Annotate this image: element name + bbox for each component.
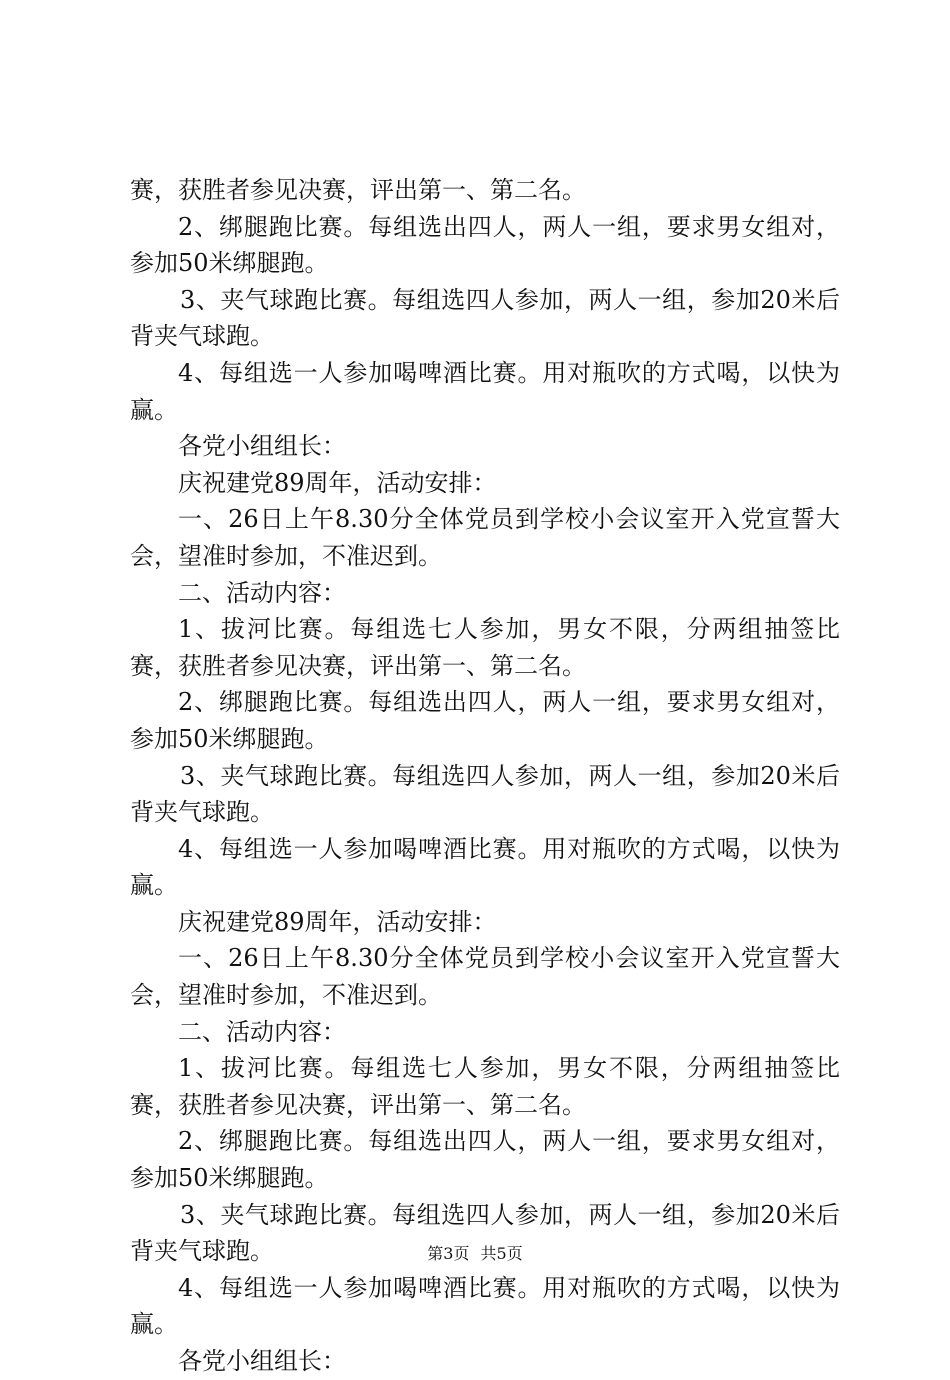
paragraph: 各党小组组长： <box>178 432 346 461</box>
paragraph: 二、活动内容： <box>178 578 346 607</box>
paragraph: 一、26日上午8.30分全体党员到学校小会议室开入党宣誓大会，望准时参加，不准迟到。 <box>130 505 840 570</box>
paragraph: 二、活动内容： <box>178 1017 346 1046</box>
paragraph: 庆祝建党89周年，活动安排： <box>178 907 497 936</box>
paragraph: 各党小组组长： <box>178 1347 346 1375</box>
page-footer <box>0 1244 950 1264</box>
paragraph: 2、绑腿跑比赛。每组选出四人，两人一组，要求男女组对，参加50米绑腿跑。 <box>130 212 840 278</box>
paragraph: 3、夹气球跑比赛。每组选四人参加，两人一组，参加20米后背夹气球跑。 <box>130 761 840 827</box>
paragraph: 4、每组选一人参加喝啤酒比赛。用对瓶吹的方式喝，以快为赢。 <box>130 1273 840 1339</box>
paragraph: 3、夹气球跑比赛。每组选四人参加，两人一组，参加20米后背夹气球跑。 <box>130 1200 840 1266</box>
document-body <box>130 172 840 1380</box>
paragraph: 2、绑腿跑比赛。每组选出四人，两人一组，要求男女组对，参加50米绑腿跑。 <box>130 688 840 753</box>
paragraph: 赛，获胜者参见决赛，评出第一、第二名。 <box>130 176 586 204</box>
paragraph: 4、每组选一人参加喝啤酒比赛。用对瓶吹的方式喝，以快为赢。 <box>130 358 840 424</box>
page-number: 第3页 <box>427 1244 470 1263</box>
paragraph: 1、拔河比赛。每组选七人参加，男女不限，分两组抽签比赛，获胜者参见决赛，评出第一、第二名。 <box>130 615 840 680</box>
paragraph: 2、绑腿跑比赛。每组选出四人，两人一组，要求男女组对，参加50米绑腿跑。 <box>130 1127 840 1193</box>
paragraph: 一、26日上午8.30分全体党员到学校小会议室开入党宣誓大会，望准时参加，不准迟到。 <box>130 944 840 1010</box>
paragraph: 1、拔河比赛。每组选七人参加，男女不限，分两组抽签比赛，获胜者参见决赛，评出第一、第二名。 <box>130 1054 840 1119</box>
paragraph: 4、每组选一人参加喝啤酒比赛。用对瓶吹的方式喝，以快为赢。 <box>130 834 840 900</box>
paragraph: 庆祝建党89周年，活动安排： <box>178 468 497 497</box>
page-total: 共5页 <box>480 1244 523 1263</box>
paragraph: 3、夹气球跑比赛。每组选四人参加，两人一组，参加20米后背夹气球跑。 <box>130 285 840 351</box>
